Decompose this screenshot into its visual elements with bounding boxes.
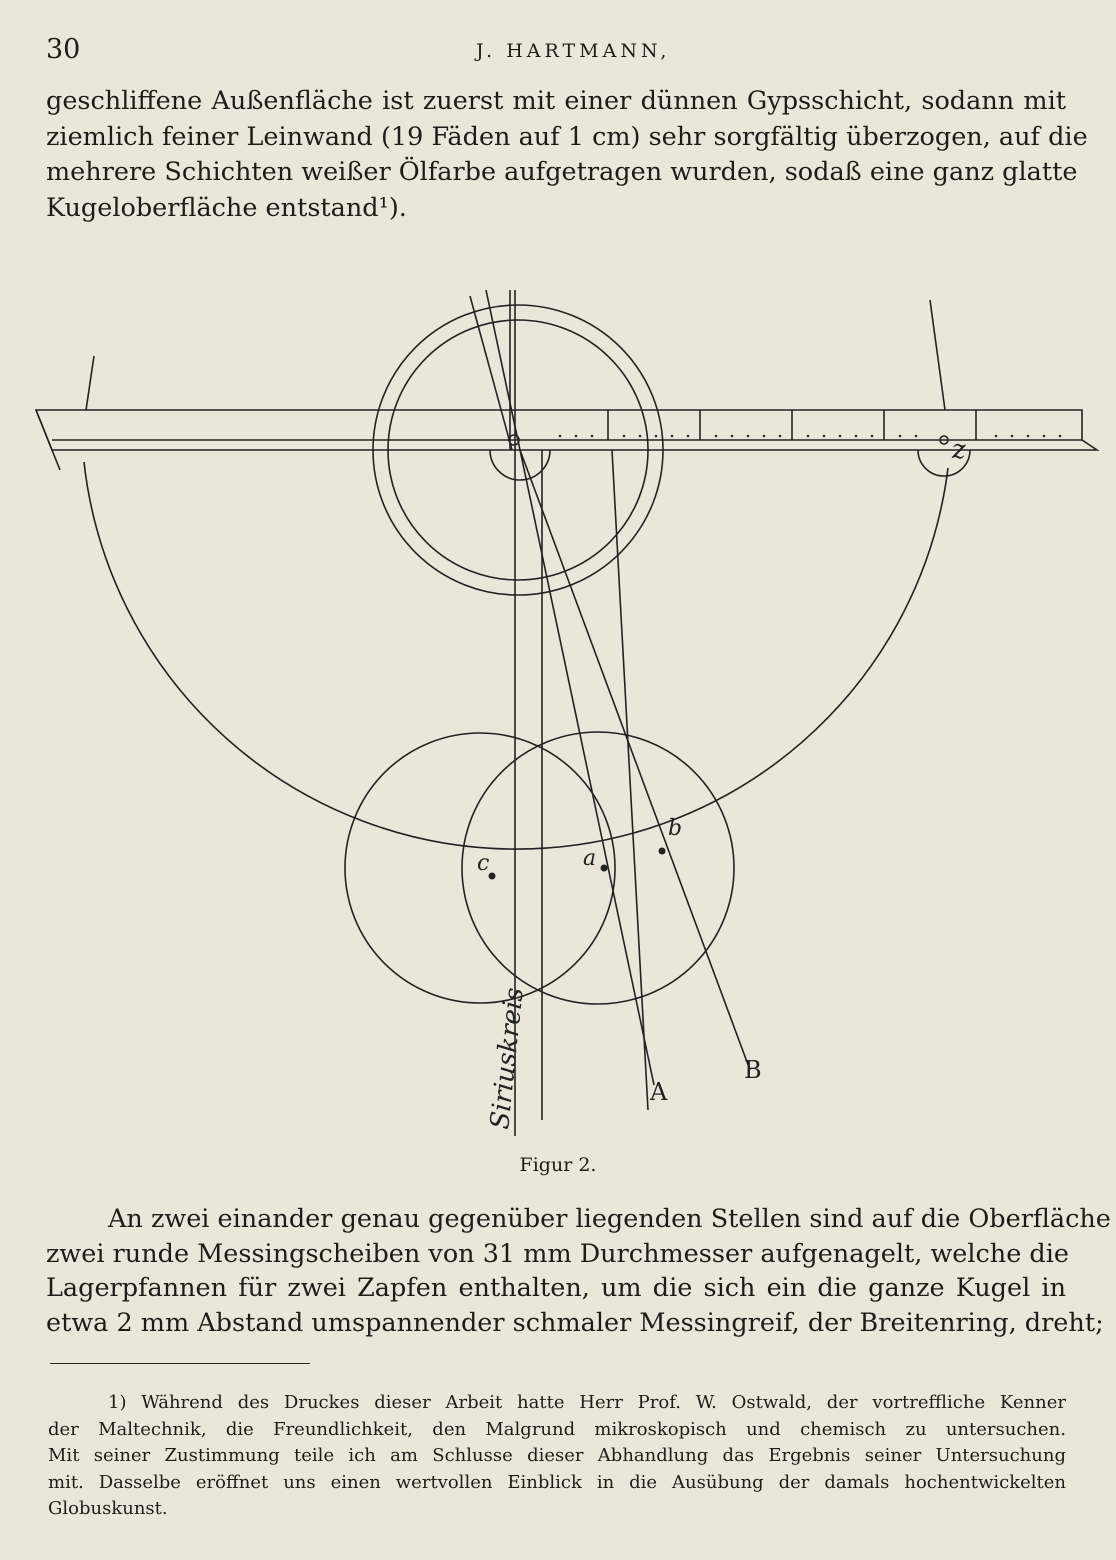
horizon-ring [36,410,1097,450]
text-line: Kugeloberfläche entstand¹). [46,192,407,223]
paragraph-2 [46,1202,1111,1340]
footnote [48,1390,1066,1523]
label-a: a [583,846,597,871]
paragraph-1 [46,84,1088,226]
footnote-line: Mit seiner Zustimmung teile ich am Schlusse dieser Abhandlung das Ergebnis seiner Untersuchung [48,1445,1066,1466]
footnote-line: 1) Während des Druckes dieser Arbeit hatte Herr Prof. W. Ostwald, der vortreffliche Kenner [108,1392,1066,1413]
figure-2-diagram [0,280,1116,1140]
label-c: c [477,851,490,876]
page-number: 30 [46,34,81,65]
text-line: geschliffene Außenfläche ist zuerst mit einer dünnen Gypsschicht, sodann mit [46,86,1066,116]
figure-caption: Figur 2. [519,1154,597,1176]
text-line: ziemlich feiner Leinwand (19 Fäden auf 1 cm) sehr sorgfältig überzogen, auf die [46,121,1088,152]
page-header [46,34,1066,74]
pole-bracket [490,450,550,480]
text-line: An zwei einander genau gegenüber liegenden Stellen sind auf die Oberfläche [108,1204,1111,1234]
point-a [601,865,608,872]
point-c [489,873,496,880]
label-siriuskreis: Siriuskreis [485,986,530,1131]
label-A: A [650,1078,668,1106]
circle-around-a [462,732,734,1004]
footnote-line: mit. Dasselbe eröffnet uns einen wertvollen Einblick in die Ausübung der damals hochentwickelten [48,1471,1066,1493]
horizon-circle [84,462,948,849]
text-line: mehrere Schichten weißer Ölfarbe aufgetragen wurden, sodaß eine ganz glatte [46,157,1078,187]
label-b: b [668,816,683,841]
text-line: etwa 2 mm Abstand umspannender schmaler Messingreif, der Breitenring, dreht; [46,1307,1104,1338]
line-B [520,450,750,1070]
point-b [659,848,666,855]
text-line: Lagerpfannen für zwei Zapfen enthalten, um die sich ein die ganze Kugel in [46,1273,1066,1303]
running-head: J. HARTMANN, [476,40,671,62]
label-z: z [952,435,966,465]
footnote-line: der Maltechnik, die Freundlichkeit, den Malgrund mikroskopisch und chemisch zu untersuchen. [48,1418,1066,1440]
text-line: zwei runde Messingscheiben von 31 mm Durchmesser aufgenagelt, welche die [46,1238,1070,1269]
footnote-line: Globuskunst. [48,1498,168,1519]
horizon-dots [559,435,1062,438]
label-B: B [744,1056,762,1084]
footnote-rule [50,1363,310,1364]
